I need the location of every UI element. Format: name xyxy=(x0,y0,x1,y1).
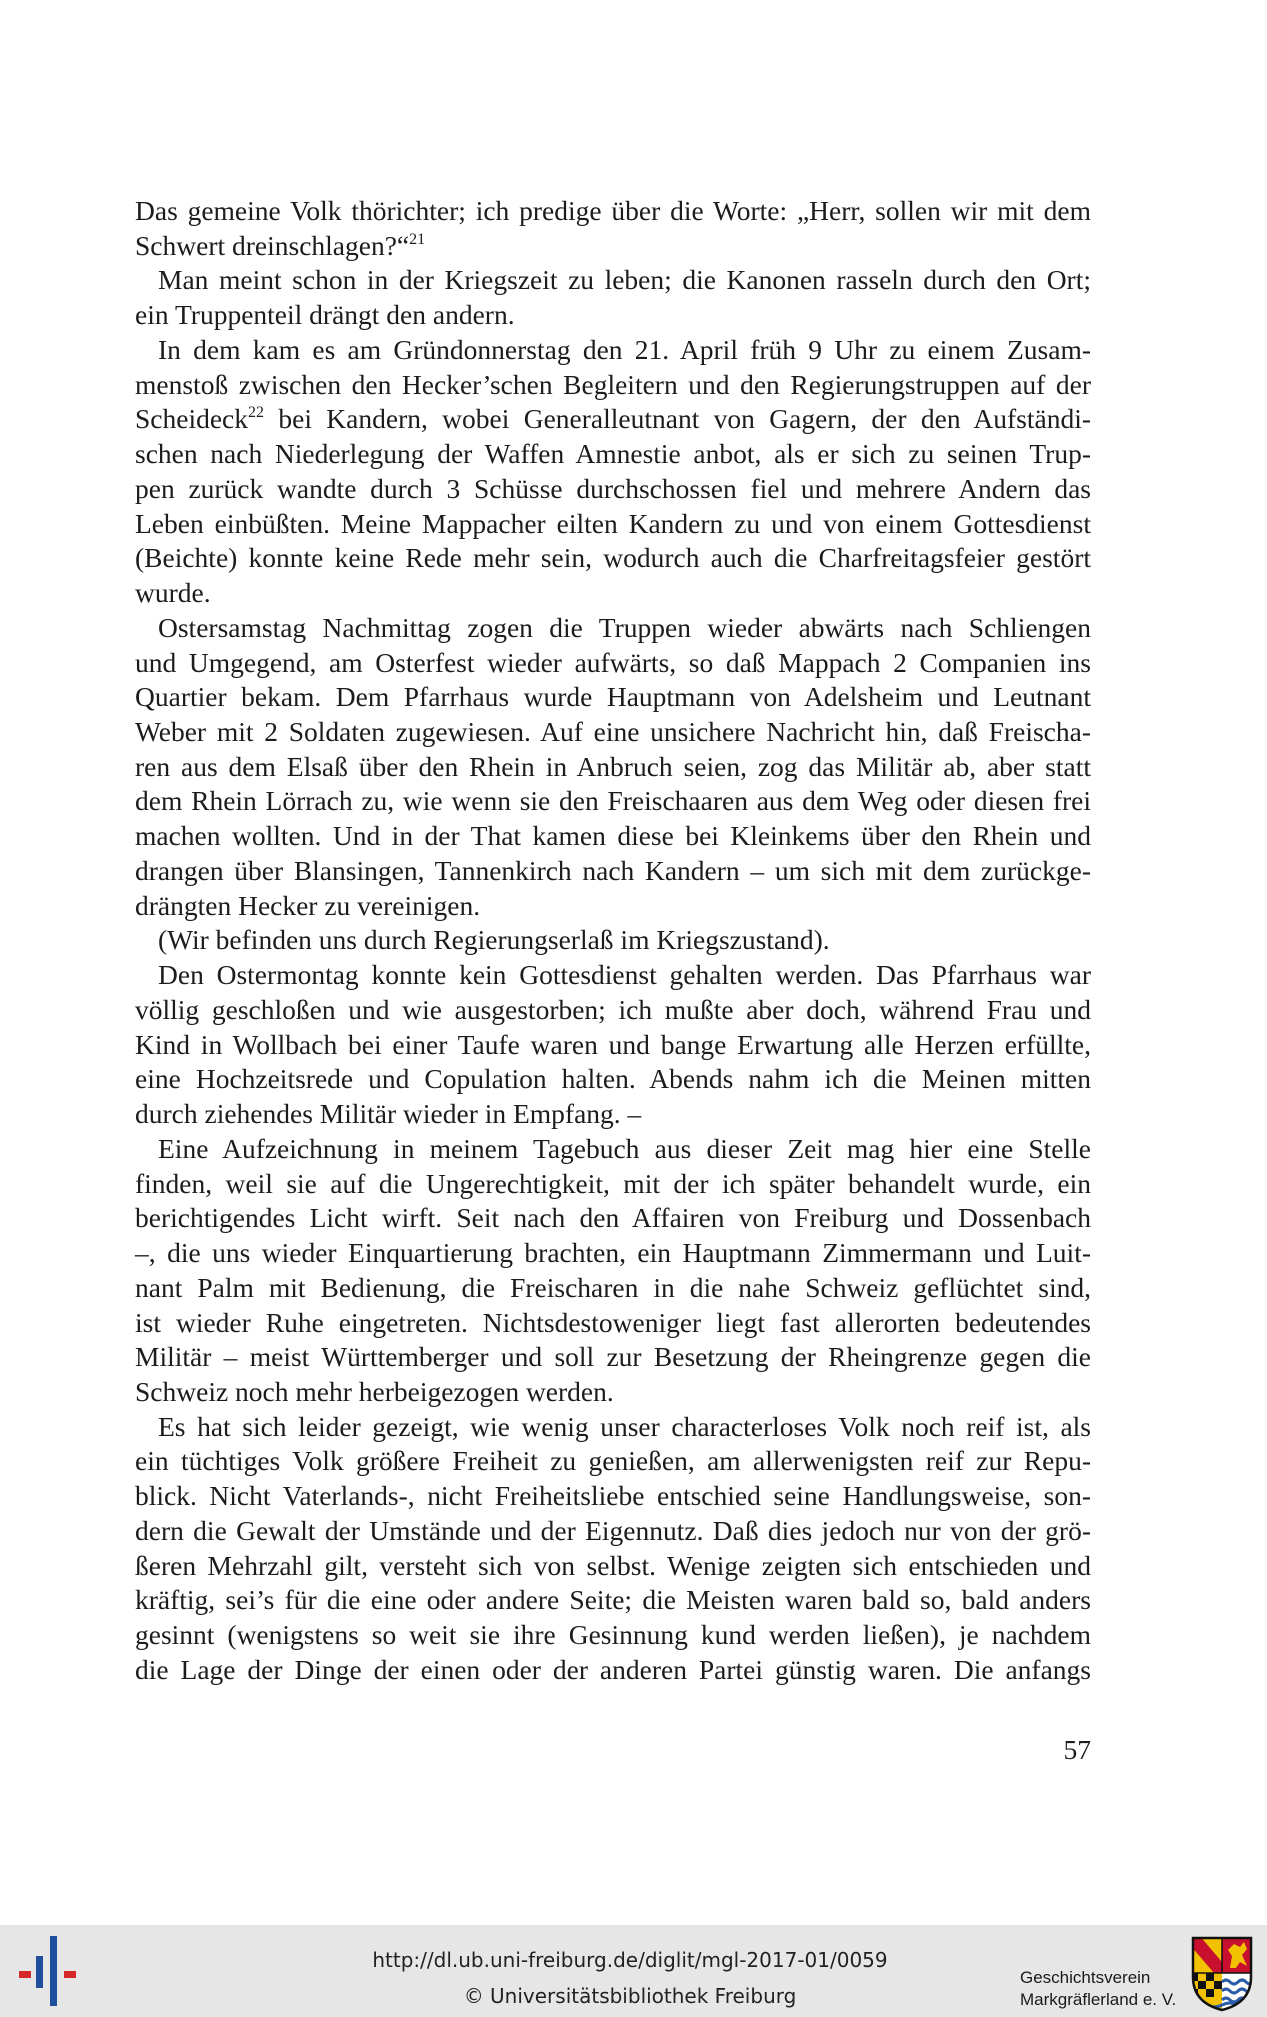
text-line: (Wir befinden uns durch Regierungserlaß im Kriegszustand). xyxy=(158,924,830,956)
text-line: finden, weil sie auf die Ungerechtigkeit, mit der ich später behandelt wurde, ein xyxy=(135,1167,1091,1199)
text-line: ein Truppenteil drängt den andern. xyxy=(135,299,515,331)
text-line: kräftig, sei’s für die eine oder andere Seite; die Meisten waren bald so, bald anders xyxy=(135,1584,1091,1616)
page-number: 57 xyxy=(1063,1734,1091,1765)
text-line: machen wollten. Und in der That kamen diese bei Kleinkems über den Rhein und xyxy=(135,820,1091,852)
text-line: Militär – meist Württemberger und soll zur Besetzung der Rheingrenze gegen die xyxy=(135,1341,1091,1373)
text-line: und Umgegend, am Osterfest wieder aufwärts, so daß Mappach 2 Companien ins xyxy=(135,646,1091,678)
text-line: Es hat sich leider gezeigt, wie wenig unser characterloses Volk noch reif ist, als xyxy=(158,1410,1091,1442)
text-line: blick. Nicht Vaterlands-, nicht Freiheitsliebe entschied seine Handlungsweise, son- xyxy=(135,1480,1091,1512)
text-line: Man meint schon in der Kriegszeit zu leben; die Kanonen rasseln durch den Ort; xyxy=(158,264,1091,296)
page-body xyxy=(135,194,1091,1688)
text-line: ren aus dem Elsaß über den Rhein in Anbruch seien, zog das Militär ab, aber statt xyxy=(135,750,1091,782)
footnote-ref: 22 xyxy=(248,404,265,422)
text-line: Kind in Wollbach bei einer Taufe waren und bange Erwartung alle Herzen erfüllte, xyxy=(135,1028,1091,1060)
text-line: pen zurück wandte durch 3 Schüsse durchschossen fiel und mehrere Andern das xyxy=(135,472,1091,504)
text-line: Eine Aufzeichnung in meinem Tagebuch aus dieser Zeit mag hier eine Stelle xyxy=(158,1132,1091,1164)
text-line: drängten Hecker zu vereinigen. xyxy=(135,889,481,921)
paragraph xyxy=(135,958,1091,1132)
paragraph xyxy=(135,611,1091,924)
footer-citation xyxy=(290,1925,970,2017)
text-line: Ostersamstag Nachmittag zogen die Truppen wieder abwärts nach Schliengen xyxy=(158,611,1091,643)
text-line: berichtigendes Licht wirft. Seit nach den Affairen von Freiburg und Dossenbach xyxy=(135,1202,1091,1234)
line-text: Schwert dreinschlagen?“ xyxy=(135,229,410,261)
coat-of-arms-icon xyxy=(1190,1935,1254,2012)
text-line: ein tüchtiges Volk größere Freiheit zu genießen, am allerwenigsten reif zur Repu- xyxy=(135,1445,1091,1477)
text-line: Leben einbüßten. Meine Mappacher eilten Kandern zu und von einem Gottesdienst xyxy=(135,507,1091,539)
text-line: wurde. xyxy=(135,577,211,609)
paragraph xyxy=(135,1410,1091,1688)
text-line: Weber mit 2 Soldaten zugewiesen. Auf eine unsichere Nachricht hin, daß Freischa- xyxy=(135,716,1091,748)
text-line: dem Rhein Lörrach zu, wie wenn sie den Freischaaren aus dem Weg oder diesen frei xyxy=(135,785,1091,817)
text-line: Den Ostermontag konnte kein Gottesdienst gehalten werden. Das Pfarrhaus war xyxy=(158,959,1091,991)
footer-url: http://dl.ub.uni-freiburg.de/diglit/mgl-2017-01/0059 xyxy=(372,1948,888,1972)
text-line: In dem kam es am Gründonnerstag den 21. April früh 9 Uhr zu einem Zusam- xyxy=(158,333,1091,365)
paragraph xyxy=(135,333,1091,611)
paragraph xyxy=(135,194,1091,263)
text-line: drangen über Blansingen, Tannenkirch nach Kandern – um sich mit dem zurückge- xyxy=(135,854,1091,886)
footnote-ref: 21 xyxy=(409,230,426,248)
text-line: –, die uns wieder Einquartierung brachten, ein Hauptmann Zimmermann und Luit- xyxy=(135,1237,1091,1269)
text-line xyxy=(135,402,1091,437)
paragraph xyxy=(135,923,1091,958)
text-line: Quartier bekam. Dem Pfarrhaus wurde Hauptmann von Adelsheim und Leutnant xyxy=(135,681,1091,713)
text-line: ist wieder Ruhe eingetreten. Nichtsdestoweniger liegt fast allerorten bedeutendes xyxy=(135,1306,1091,1338)
text-line: (Beichte) konnte keine Rede mehr sein, wodurch auch die Charfreitagsfeier gestört xyxy=(135,542,1091,574)
text-line: Das gemeine Volk thörichter; ich predige über die Worte: „Herr, sollen wir mit dem xyxy=(135,195,1091,226)
text-line: die Lage der Dinge der einen oder der anderen Partei günstig waren. Die anfangs xyxy=(135,1653,1091,1685)
paragraph xyxy=(135,1132,1091,1410)
ub-freiburg-logo-icon xyxy=(0,1925,100,2017)
society-name xyxy=(1020,1967,1176,2011)
footer-band xyxy=(0,1925,1267,2017)
society-name-line: Markgräflerland e. V. xyxy=(1020,1990,1177,2009)
line-text: Scheideck xyxy=(135,403,249,435)
text-line: Schweiz noch mehr herbeigezogen werden. xyxy=(135,1375,614,1407)
text-line: gesinnt (wenigstens so weit sie ihre Gesinnung kund werden ließen), je nachdem xyxy=(135,1619,1091,1651)
footer-copyright: © Universitätsbibliothek Freiburg xyxy=(463,1984,797,2008)
text-line: ßeren Mehrzahl gilt, versteht sich von selbst. Wenige zeigten sich entschieden und xyxy=(135,1549,1091,1581)
text-line: nant Palm mit Bedienung, die Freischaren in die nahe Schweiz geflüchtet sind, xyxy=(135,1271,1091,1303)
text-line: eine Hochzeitsrede und Copulation halten. Abends nahm ich die Meinen mitten xyxy=(135,1063,1091,1095)
society-name-line: Geschichtsverein xyxy=(1020,1968,1151,1987)
text-line: durch ziehendes Militär wieder in Empfang. – xyxy=(135,1098,642,1130)
text-line: schen nach Niederlegung der Waffen Amnestie anbot, als er sich zu seinen Trup- xyxy=(135,438,1091,470)
text-line: menstoß zwischen den Hecker’schen Begleitern und den Regierungstruppen auf der xyxy=(135,368,1091,400)
text-line: dern die Gewalt der Umstände und der Eigennutz. Daß dies jedoch nur von der grö- xyxy=(135,1514,1091,1546)
line-text: bei Kandern, wobei Generalleutnant von Gagern, der den Aufständi- xyxy=(278,403,1092,435)
paragraph xyxy=(135,263,1091,332)
text-line xyxy=(135,229,1091,264)
text-line: völlig geschloßen und wie ausgestorben; ich mußte aber doch, während Frau und xyxy=(135,993,1091,1025)
